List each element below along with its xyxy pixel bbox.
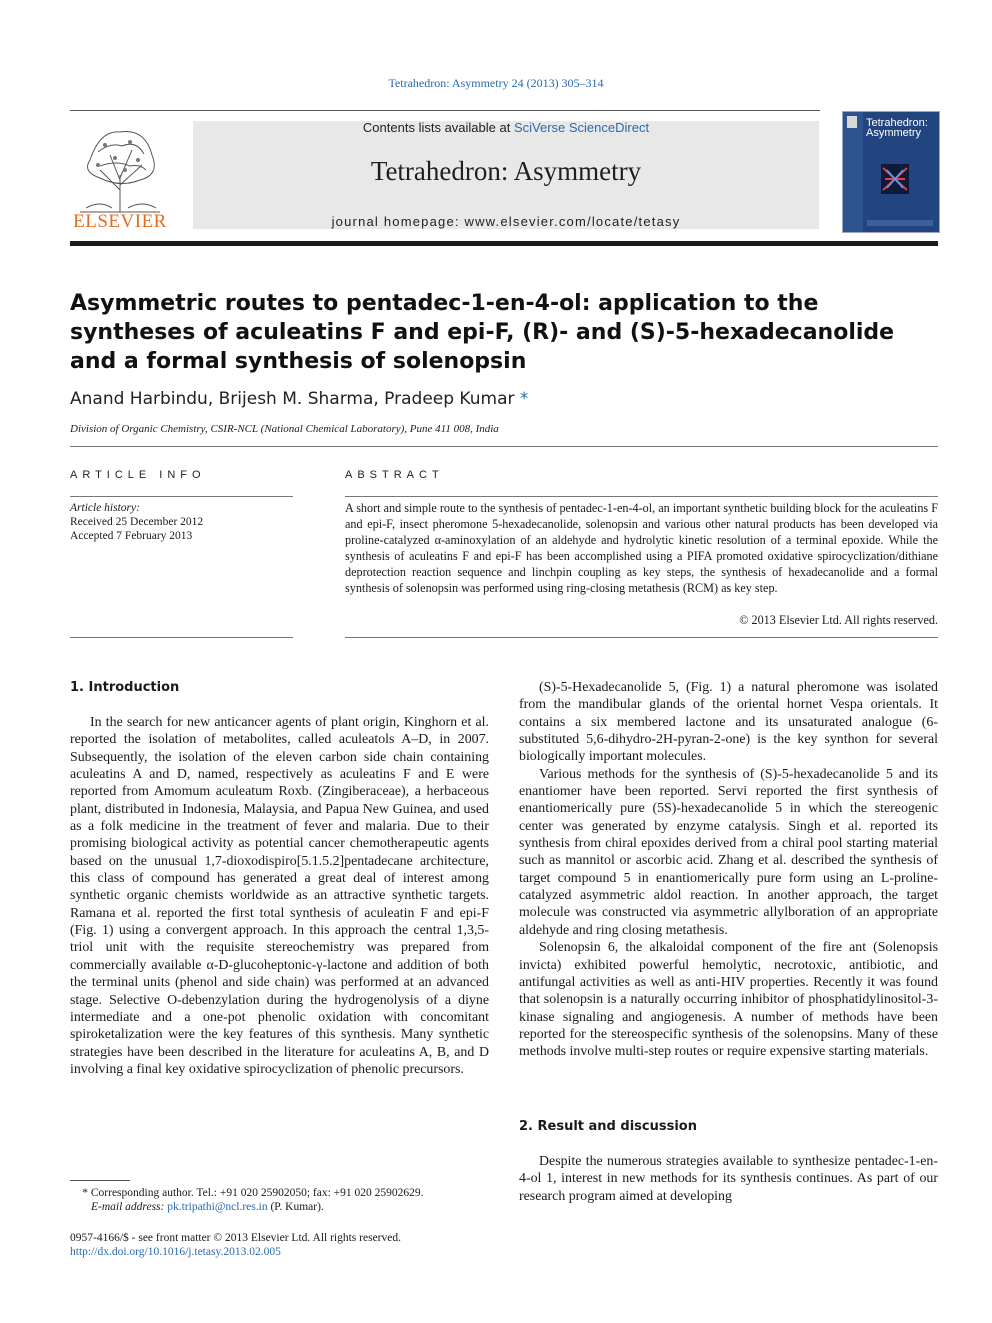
email-note: E-mail address: pk.tripathi@ncl.res.in (P. Kumar). (91, 1201, 324, 1213)
sciencedirect-link[interactable]: SciVerse ScienceDirect (513, 120, 650, 135)
email-link[interactable]: pk.tripathi@ncl.res.in (167, 1201, 268, 1213)
contents-line: Contents lists available at SciVerse ScienceDirect (362, 120, 650, 135)
abstract-bottom-rule (345, 637, 938, 638)
results-heading: 2. Result and discussion (519, 1119, 697, 1134)
accepted-date: Accepted 7 February 2013 (70, 530, 193, 542)
history-label: Article history: (70, 502, 140, 514)
author-list: Anand Harbindu, Brijesh M. Sharma, Pradeep Kumar * (70, 389, 529, 409)
corresponding-author-mark[interactable]: * (519, 389, 529, 409)
results-paragraph: Despite the numerous strategies available to synthesize pentadec-1-en-4-ol 1, interest in new methods for its synthesis continues. As part of our research program aimed at developing (519, 1154, 938, 1204)
footnotes (70, 1186, 490, 1214)
affiliation: Division of Organic Chemistry, CSIR-NCL (National Chemical Laboratory), Pune 411 008, India (70, 423, 499, 435)
footnote-rule (70, 1180, 130, 1181)
right-column-body (519, 679, 938, 1061)
cover-title: Tetrahedron: Asymmetry (866, 117, 928, 139)
introduction-heading: 1. Introduction (70, 680, 180, 695)
article-history (70, 501, 293, 543)
hexadecanolide-paragraph: (S)-5-Hexadecanolide 5, (Fig. 1) a natural pheromone was isolated from the mandibular glands of the oriental hornet Vespa orientals. It contains a six membered lactone and its unsaturated analogue (6-substituted 5,6-dihydro-2H-pyran-2-one) is the key synthon for several biologically important molecules. (519, 680, 938, 765)
title-divider (70, 446, 938, 447)
article-info-bottom-rule (70, 637, 293, 638)
footnote-star: * (82, 1187, 88, 1199)
abstract-text: A short and simple route to the synthesis of pentadec-1-en-4-ol, an important synthetic building block for the aculeatins F and epi-F, insect pheromone 5-hexadecanolide, solenopsin and various other natural products has been developed via proline-catalyzed α-aminoxylation of an aldehyde and hydrolytic kinetic resolution of a terminal epoxide. While the synthesis of aculeatins F and epi-F has been accomplished using a PIFA promoted oxidative spirocyclization/dithiane deprotection reaction sequence and linchpin coupling as key steps, the synthesis of hexadecanolide and a formal synthesis of solenopsin was performed using ring-closing metathesis (RCM) as key step. (345, 501, 938, 595)
introduction-body (70, 714, 489, 1078)
issn-line: 0957-4166/$ - see front matter © 2013 Elsevier Ltd. All rights reserved. (70, 1232, 401, 1244)
header-bottom-rule (70, 241, 938, 246)
received-date: Received 25 December 2012 (70, 516, 204, 528)
journal-citation[interactable]: Tetrahedron: Asymmetry 24 (2013) 305–314 (388, 76, 604, 90)
synthesis-methods-paragraph: Various methods for the synthesis of (S)-5-hexadecanolide 5 and its enantiomer have been reported. Servi reported the first synthesis of enantiomerically pure (5S)-hexadecanolide 5 in which the stereogenic center was generated by enzyme catalysis. Singh et al. reported its synthesis from chiral epoxides derived from a chiral pool starting material such as mannitol or ascorbic acid. Zhang et al. described the synthesis of target compound 5 in enantiomerically pure form using an L-proline-catalyzed asymmetric aldol reaction. In another approach, the target molecule was constructed via asymmetric allylboration of an appropriate aldehyde and ring closing metathesis. (519, 766, 938, 938)
article-title: Asymmetric routes to pentadec-1-en-4-ol: application to the syntheses of aculeatins F and epi-F, (R)- and (S)-5-hexadecanolide and a formal synthesis of solenopsin (70, 291, 895, 374)
article-info-heading: ARTICLE INFO (70, 469, 206, 481)
introduction-paragraph: In the search for new anticancer agents of plant origin, Kinghorn et al. reported the isolation of metabolites, called aculeatols A–D, in 2007. Subsequently, the isolation of the eleven carbon side chain containing aculeatins A and D, named, respectively as aculeatins F and E were reported from Amomum aculeatum Roxb. (Zingiberaceae), a herbaceous plant, distributed in Indonesia, Malaysia, and Papua New Guinea, and used as a folk medicine in the treatment of fever and malaria. Due to their promising biological activity as potential cancer chemotherapeutic agents based on the unusual 1,7-dioxodispiro[5.1.5.2]pentadecane architecture, this class of compound has generated a great deal of interest among synthetic organic chemists worldwide as an attractive synthetic targets. Ramana et al. reported the first total synthesis of aculeatin F and epi-F (Fig. 1) using a convergent approach. In this approach the central 1,3,5-triol unit with the requisite stereochemistry was prepared from commercially available α-D-glucoheptonic-γ-lactone and addition of both the terminal units (phenol and side chain) was performed at an advanced stage. Selective O-debenzylation during the hydrogenolysis of a diyne intermediate and a one-pot phenolic oxidation with concomitant spiroketalization were the key features of this synthesis. Many synthetic strategies have been described in the literature for aculeatins A, B, and D involving a final key oxidative spirocyclization of phenolic precursors. (70, 715, 489, 1077)
article-info-rule (70, 496, 293, 497)
journal-homepage[interactable]: journal homepage: www.elsevier.com/locate/tetasy (331, 214, 681, 229)
abstract-copyright: © 2013 Elsevier Ltd. All rights reserved. (739, 613, 938, 627)
journal-name: Tetrahedron: Asymmetry (370, 156, 642, 186)
elsevier-wordmark: ELSEVIER (73, 211, 167, 232)
results-body (519, 1153, 938, 1205)
abstract-heading: ABSTRACT (345, 469, 444, 481)
doi-link[interactable]: http://dx.doi.org/10.1016/j.tetasy.2013.02.005 (70, 1246, 281, 1258)
header-divider (70, 110, 820, 111)
abstract-rule (345, 496, 938, 497)
solenopsin-paragraph: Solenopsin 6, the alkaloidal component of the fire ant (Solenopsis invicta) exhibited powerful hemolytic, necrotoxic, antibiotic, and antifungal activities as well as anti-HIV properties. Recently it was found that solenopsin is a naturally occurring inhibitor of phosphatidylinositol-3-kinase signaling and angiogenesis. A number of methods have been reported for the stereospecific synthesis of the solenopsins. Many of these methods involve multi-step routes or require expensive starting materials. (519, 940, 938, 1060)
corresponding-author-note: * Corresponding author. Tel.: +91 020 25902050; fax: +91 020 25902629. (70, 1186, 490, 1200)
